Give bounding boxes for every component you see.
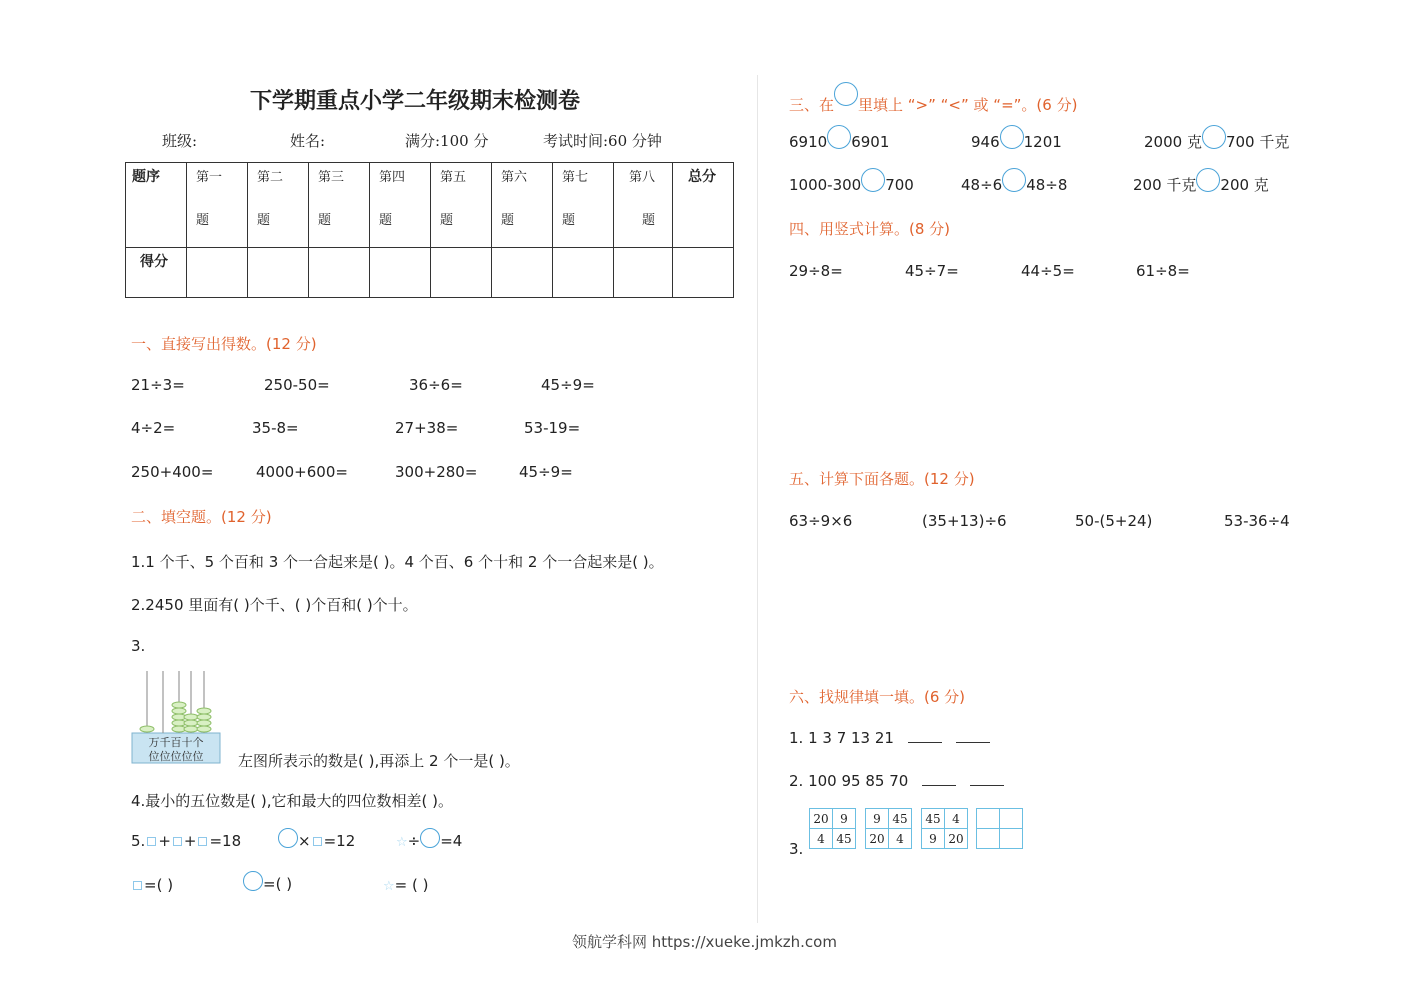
s5-item: 50-(5+24): [1075, 512, 1153, 530]
s2-q5-a: 5. + + =18: [131, 832, 242, 850]
answer-blank: [970, 785, 1004, 786]
col-5: 第五 题: [431, 163, 492, 248]
name-label: 姓名:: [290, 132, 326, 150]
s2-q5-b: × =12: [278, 828, 355, 850]
s3-item: 48÷6 48÷8: [961, 168, 1067, 194]
circle-icon: [1000, 125, 1024, 149]
order-header: 题序: [126, 163, 187, 248]
circle-icon: [1002, 168, 1026, 192]
score-cell[interactable]: [309, 248, 370, 298]
star-icon: ☆: [396, 835, 408, 850]
s6-q3-num: 3.: [789, 840, 804, 858]
star-icon: ☆: [383, 879, 395, 894]
col-4: 第四 题: [370, 163, 431, 248]
full-score: 满分:100 分: [405, 132, 489, 150]
pattern-grid-2: 9 45 20 4: [865, 808, 912, 849]
circle-icon: [1196, 168, 1220, 192]
square-icon: [198, 837, 207, 846]
score-cell[interactable]: [553, 248, 614, 298]
s1-item: 4000+600=: [256, 463, 348, 481]
col-6: 第六 题: [492, 163, 553, 248]
s1-item: 45÷9=: [519, 463, 573, 481]
section-1-title: 一、直接写出得数。(12 分): [131, 335, 317, 353]
answer-blank: [922, 785, 956, 786]
s3-item: 2000 克 700 千克: [1144, 125, 1289, 152]
circle-icon: [861, 168, 885, 192]
s1-item: 300+280=: [395, 463, 478, 481]
s2-q4: 4.最小的五位数是( ),它和最大的四位数相差( )。: [131, 792, 454, 810]
abacus-image: [131, 669, 221, 764]
col-8: 第八 题: [614, 163, 673, 248]
section-2-title: 二、填空题。(12 分): [131, 508, 272, 526]
s1-item: 4÷2=: [131, 419, 176, 437]
s1-item: 250-50=: [264, 376, 330, 394]
s1-item: 35-8=: [252, 419, 299, 437]
circle-icon: [420, 828, 440, 848]
pattern-grid-3: 45 4 9 20: [921, 808, 968, 849]
score-cell[interactable]: [673, 248, 734, 298]
score-cell[interactable]: [370, 248, 431, 298]
s5-item: 63÷9×6: [789, 512, 853, 530]
square-icon: [313, 837, 322, 846]
col-1: 第一 题: [187, 163, 248, 248]
col-2: 第二 题: [248, 163, 309, 248]
s1-item: 27+38=: [395, 419, 459, 437]
section-4-title: 四、用竖式计算。(8 分): [789, 220, 951, 238]
circle-icon: [834, 82, 858, 106]
square-icon: [147, 837, 156, 846]
s2-q3-num: 3.: [131, 637, 146, 655]
circle-icon: [278, 828, 298, 848]
s2-q3-text: 左图所表示的数是( ),再添上 2 个一是( )。: [238, 752, 520, 770]
col-7: 第七 题: [553, 163, 614, 248]
s4-item: 44÷5=: [1021, 262, 1075, 280]
s5-item: (35+13)÷6: [922, 512, 1007, 530]
pattern-grid-1: 20 9 4 45: [809, 808, 856, 849]
exam-time: 考试时间:60 分钟: [543, 132, 662, 150]
s4-item: 61÷8=: [1136, 262, 1190, 280]
score-cell[interactable]: [614, 248, 673, 298]
abacus-bottom-label: 位位位位位: [148, 750, 204, 763]
section-5-title: 五、计算下面各题。(12 分): [789, 470, 975, 488]
circle-icon: [1202, 125, 1226, 149]
answer-blank: [908, 742, 942, 743]
s3-item: 6910 6901: [789, 125, 889, 151]
circle-icon: [243, 871, 263, 891]
s6-q2: 2. 100 95 85 70: [789, 772, 1004, 790]
section-3-title: 三、在 里填上 “>” “<” 或 “=”。(6 分): [789, 82, 1077, 115]
s3-item: 946 1201: [971, 125, 1062, 151]
section-6-title: 六、找规律填一填。(6 分): [789, 688, 966, 706]
s3-item: 200 千克 200 克: [1133, 168, 1269, 195]
circle-icon: [827, 125, 851, 149]
score-table: [125, 162, 734, 298]
col-3: 第三 题: [309, 163, 370, 248]
score-row-label: 得分: [126, 248, 187, 298]
s6-q1: 1. 1 3 7 13 21: [789, 729, 990, 747]
s2-q1: 1.1 个千、5 个百和 3 个一合起来是( )。4 个百、6 个十和 2 个一合起来是( )。: [131, 553, 664, 571]
footer-text: 领航学科网 https://xueke.jmkzh.com: [572, 933, 837, 951]
square-icon: [133, 881, 142, 890]
column-divider: [757, 75, 758, 923]
s1-item: 45÷9=: [541, 376, 595, 394]
s1-item: 21÷3=: [131, 376, 185, 394]
s2-q5-ans-a: =( ): [131, 876, 173, 894]
s5-item: 53-36÷4: [1224, 512, 1290, 530]
score-cell[interactable]: [187, 248, 248, 298]
pattern-grid-answer[interactable]: [976, 808, 1023, 849]
s2-q5-ans-c: ☆= ( ): [383, 876, 429, 894]
square-icon: [173, 837, 182, 846]
s4-item: 29÷8=: [789, 262, 843, 280]
abacus-top-label: 万千百十个: [148, 736, 204, 749]
s3-item: 1000-300 700: [789, 168, 914, 194]
page-title: 下学期重点小学二年级期末检测卷: [250, 88, 581, 114]
s1-item: 53-19=: [524, 419, 581, 437]
score-cell[interactable]: [431, 248, 492, 298]
s1-item: 36÷6=: [409, 376, 463, 394]
score-cell[interactable]: [248, 248, 309, 298]
s2-q5-c: ☆÷ =4: [396, 828, 462, 850]
s4-item: 45÷7=: [905, 262, 959, 280]
s2-q5-ans-b: =( ): [243, 871, 292, 893]
answer-blank: [956, 742, 990, 743]
score-cell[interactable]: [492, 248, 553, 298]
total-header: 总分: [673, 163, 734, 248]
s2-q2: 2.2450 里面有( )个千、( )个百和( )个十。: [131, 596, 418, 614]
s1-item: 250+400=: [131, 463, 214, 481]
class-label: 班级:: [162, 132, 198, 150]
